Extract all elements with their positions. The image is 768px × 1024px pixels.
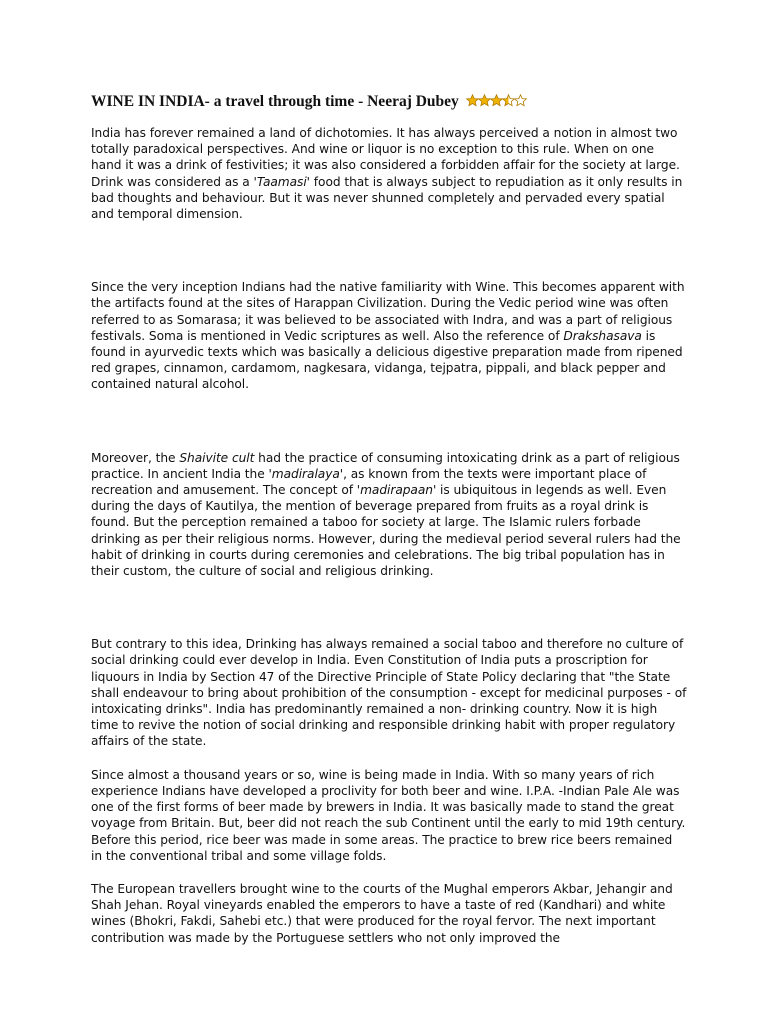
text-run: India has forever remained a land of dichotomies. It has always perceived a notion in almost two totally paradoxical perspectives. And wine or liquor is no exception to this rule. When on one hand it was a drink of festivities; it was also considered a forbidden affair for the society at large. Drink was considered as a ' xyxy=(91,126,680,189)
text-run: Moreover, the xyxy=(91,450,180,465)
paragraph-6 xyxy=(91,881,687,946)
italic-term: madiralaya xyxy=(271,466,340,481)
text-run: Since the very inception Indians had the native familiarity with Wine. This becomes apparent with the artifacts found at the sites of Harappan Civilization. During the Vedic period wine was often referred to as Somarasa; it was believed to be associated with Indra, and was a part of religious festivals. Soma is mentioned in Vedic scriptures as well. Also the reference of xyxy=(91,280,685,343)
italic-term: Shaivite cult xyxy=(179,450,255,465)
article-title-line xyxy=(91,92,687,113)
text-run: ' is ubiquitous in legends as well. Even during the days of Kautilya, the mention of beverage prepared from fruits as a royal drink is found. But the perception remained a taboo for society at large. The Islamic rulers forbade drinking as per their religious norms. However, during the medieval period several rulers had the habit of drinking in courts during ceremonies and celebrations. The big tribal population has in their custom, the culture of social and religious drinking. xyxy=(91,483,681,579)
italic-term: madirapaan xyxy=(360,483,433,498)
paragraph-5 xyxy=(91,767,687,864)
paragraph-1 xyxy=(91,125,687,222)
paragraph-2 xyxy=(91,279,687,392)
rating-stars xyxy=(466,93,526,113)
paragraph-3 xyxy=(91,450,687,580)
article xyxy=(91,92,687,946)
text-run: Since almost a thousand years or so, wine is being made in India. With so many years of rich experience Indians have developed a proclivity for both beer and wine. I.P.A. -Indian Pale Ale was one of the first forms of beer made by brewers in India. It was basically made to stand the great voyage from Britain. But, beer did not reach the sub Continent until the early to mid 19th century. Before this period, rice beer was made in some areas. The practice to brew rice beers remained in the conventional tribal and some village folds. xyxy=(91,767,686,863)
article-title: WINE IN INDIA- a travel through time - Neeraj Dubey xyxy=(91,93,459,110)
text-run: The European travellers brought wine to the courts of the Mughal emperors Akbar, Jehangir and Shah Jehan. Royal vineyards enabled the emperors to have a taste of red (Kandhari) and white wines (Bhokri, Fakdi, Sahebi etc.) that were produced for the royal fervor. The next important contribution was made by the Portuguese settlers who not only improved the xyxy=(91,881,673,945)
text-run: had the practice of consuming intoxicating drink as a part of religious practice. In ancient India the ' xyxy=(91,450,680,481)
text-run: is found in ayurvedic texts which was basically a delicious digestive preparation made from ripened red grapes, cinnamon, cardamom, nagkesara, vidanga, tejpatra, pippali, and black pepper and contained natural alcohol. xyxy=(91,328,683,392)
text-run: ' food that is always subject to repudiation as it only results in bad thoughts and behaviour. But it was never shunned completely and pervaded every spatial and temporal dimension. xyxy=(91,174,683,222)
italic-term: Drakshasava xyxy=(563,328,642,343)
text-run: But contrary to this idea, Drinking has always remained a social taboo and therefore no culture of social drinking could ever develop in India. Even Constitution of India puts a proscription for liquours in India by Section 47 of the Directive Principle of State Policy declaring that "the State shall endeavour to bring about prohibition of the consumption - except for medicinal purposes - of intoxicating drinks". India has predominantly remained a non- drinking country. Now it is high time to revive the notion of social drinking and responsible drinking habit with proper regulatory affairs of the state. xyxy=(91,637,687,749)
italic-term: Taamasi xyxy=(256,174,307,189)
text-run: ', as known from the texts were important place of recreation and amusement. The concept of ' xyxy=(91,466,647,498)
star-empty-icon xyxy=(514,94,527,107)
paragraph-4 xyxy=(91,636,687,749)
